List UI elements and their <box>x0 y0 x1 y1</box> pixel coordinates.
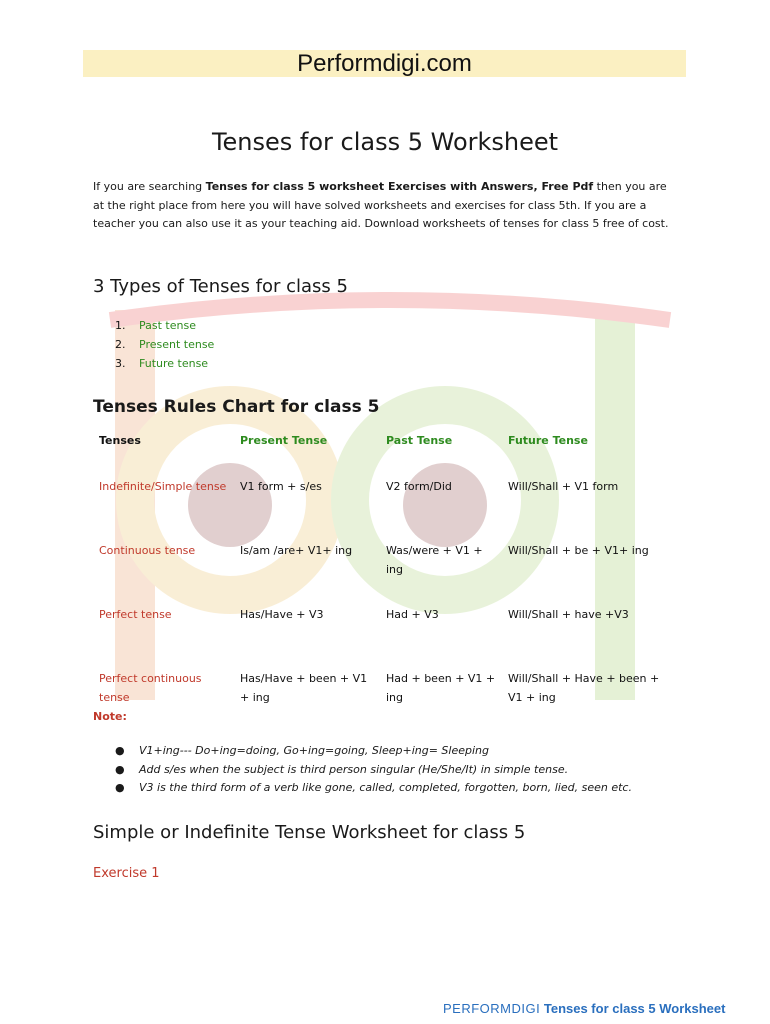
table-row <box>93 670 673 734</box>
row-header: Perfect continuous tense <box>99 672 202 704</box>
page-footer <box>443 1001 725 1016</box>
table-cell: Is/am /are+ V1+ ing <box>240 544 353 557</box>
rules-chart-heading: Tenses Rules Chart for class 5 <box>93 397 380 417</box>
table-cell: Will/Shall + be + V1+ ing <box>508 544 649 557</box>
list-number: 1. <box>115 319 126 332</box>
table-cell: Will/Shall + V1 form <box>508 480 619 493</box>
note-list <box>115 742 632 798</box>
bullet-icon: ● <box>115 762 125 776</box>
table-cell: Was/were + V1 + ing <box>386 544 483 576</box>
bullet-icon: ● <box>115 744 125 757</box>
list-item <box>115 316 214 335</box>
site-banner: Performdigi.com <box>83 50 686 77</box>
footer-text: Tenses for class 5 Worksheet <box>543 1001 726 1016</box>
column-header: Tenses <box>99 434 141 447</box>
table-row <box>93 542 673 606</box>
list-item <box>115 779 632 798</box>
table-cell: V1 form + s/es <box>240 480 322 493</box>
list-item <box>115 761 632 780</box>
table-cell: Will/Shall + Have + been + V1 + ing <box>508 672 660 704</box>
column-header: Past Tense <box>386 434 453 447</box>
note-text: Add s/es when the subject is third person singular (He/She/It) in simple tense. <box>139 762 569 776</box>
list-item-label: Past tense <box>139 319 196 332</box>
row-header: Indefinite/Simple tense <box>99 480 227 493</box>
bullet-icon: ● <box>115 781 125 794</box>
table-cell: Has/Have + been + V1 + ing <box>240 672 368 704</box>
list-number: 2. <box>115 338 126 351</box>
types-list <box>115 316 214 373</box>
list-item <box>115 354 214 373</box>
intro-prefix: If you are searching <box>93 180 206 193</box>
table-cell: V2 form/Did <box>386 480 452 493</box>
row-header: Perfect tense <box>99 608 172 621</box>
table-cell: Will/Shall + have +V3 <box>508 608 629 621</box>
table-cell: Had + been + V1 + ing <box>386 672 496 704</box>
intro-suffix: then you are at the right place from here you will have solved worksheets and exercises for class 5th. If you are a teacher you can also use it as your teaching aid. Download worksheets of tenses for class 5 free of cost. <box>93 180 669 230</box>
table-cell: Has/Have + V3 <box>240 608 324 621</box>
list-number: 3. <box>115 357 126 370</box>
table-row <box>93 478 673 542</box>
row-header: Continuous tense <box>99 544 196 557</box>
intro-paragraph <box>93 178 673 234</box>
footer-brand: PERFORMDIGI <box>443 1001 541 1016</box>
list-item <box>115 742 632 761</box>
intro-bold: Tenses for class 5 worksheet Exercises with Answers, Free Pdf <box>205 180 594 193</box>
note-text: V3 is the third form of a verb like gone, called, completed, forgotten, born, lied, seen etc. <box>139 781 632 794</box>
list-item-label: Future tense <box>139 357 209 370</box>
column-header: Future Tense <box>508 434 588 447</box>
list-item <box>115 335 214 354</box>
rules-table <box>93 432 673 734</box>
table-header-row <box>93 432 673 478</box>
note-label: Note: <box>93 710 127 723</box>
types-heading: 3 Types of Tenses for class 5 <box>93 276 348 297</box>
list-item-label: Present tense <box>139 338 215 351</box>
worksheet-heading: Simple or Indefinite Tense Worksheet for class 5 <box>93 822 526 843</box>
column-header: Present Tense <box>240 434 328 447</box>
table-cell: Had + V3 <box>386 608 439 621</box>
table-row <box>93 606 673 670</box>
page-title: Tenses for class 5 Worksheet <box>211 128 559 156</box>
exercise-label: Exercise 1 <box>93 866 160 881</box>
note-text: V1+ing--- Do+ing=doing, Go+ing=going, Sleep+ing= Sleeping <box>139 744 489 757</box>
